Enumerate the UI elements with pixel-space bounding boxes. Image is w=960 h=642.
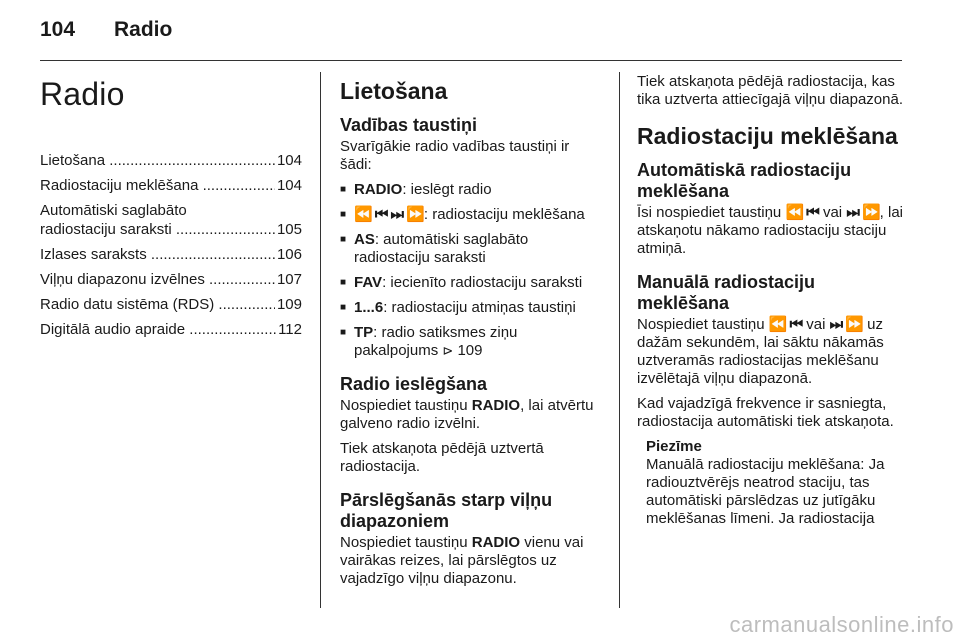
watermark: carmanualsonline.info — [729, 612, 954, 637]
square-bullet-icon: ■ — [340, 184, 347, 195]
list-item: ■ 1...6: radiostaciju atmiņas taustiņi — [340, 299, 576, 316]
note-title: Piezīme — [646, 438, 702, 455]
page-number: 104 — [40, 18, 76, 41]
note-box — [646, 438, 905, 528]
toc-item[interactable]: Viļņu diapazonu izvēlnes ..... 107 — [40, 270, 302, 289]
note-text: Manuālā radiostaciju meklēšana: Ja radiouztvērējs neatrod staciju, tas automātiski pārslēdzas uz jutīgāku meklēšanas līmeni. Ja radiostacija — [646, 456, 885, 527]
paragraph: Tiek atskaņota pēdējā uztvertā radiostacija. — [340, 440, 544, 475]
paragraph: Tiek atskaņota pēdējā radiostacija, kas tika uztverta attiecīgajā viļņu diapazonā. — [637, 73, 903, 108]
seek-back-icon: ⏪ ⏮ — [785, 204, 819, 221]
section-heading: Lietošana — [340, 78, 448, 104]
toc-item[interactable]: Automātiski saglabāto radiostaciju saraksti ..... 105 — [40, 201, 302, 239]
seek-controls-icon: ⏪ ⏮ ⏭ ⏩ — [354, 206, 424, 223]
square-bullet-icon: ■ — [340, 277, 347, 288]
square-bullet-icon: ■ — [340, 234, 347, 245]
square-bullet-icon: ■ — [340, 302, 347, 313]
subsection-title: Automātiskā radiostaciju meklēšana — [637, 160, 852, 201]
toc-item[interactable]: Radio datu sistēma (RDS) ..... 109 — [40, 295, 302, 314]
subsection-title: Manuālā radiostaciju meklēšana — [637, 272, 816, 313]
square-bullet-icon: ■ — [340, 327, 347, 338]
paragraph: Nospiediet taustiņu RADIO, lai atvērtu galveno radio izvēlni. — [340, 397, 594, 432]
page-reference-link[interactable]: 109 — [457, 342, 483, 359]
chapter-title: Radio — [40, 76, 125, 112]
seek-back-icon: ⏪ ⏮ — [768, 316, 803, 333]
paragraph: Svarīgākie radio vadības taustiņi ir šādi: — [340, 138, 570, 173]
list-item: ■ FAV: iecienīto radiostaciju saraksti — [340, 274, 583, 291]
list-item: ■ ⏪ ⏮ ⏭ ⏩: radiostaciju meklēšana — [340, 206, 585, 223]
content-column-2 — [340, 70, 602, 595]
toc-item[interactable]: Digitālā audio apraide ..... 112 — [40, 320, 302, 339]
subsection-title: Radio ieslēgšana — [340, 374, 488, 394]
header-section: Radio — [114, 18, 173, 41]
paragraph: Nospiediet taustiņu ⏪ ⏮ vai ⏭ ⏩ uz dažām sekundēm, lai sāktu nākamās uztveramās radiostacijas meklēšanu izvēlētajā viļņu diapazonā. — [637, 316, 884, 387]
paragraph: Kad vajadzīgā frekvence ir sasniegta, radiostacija automātiski tiek atskaņota. — [637, 395, 894, 430]
paragraph: Nospiediet taustiņu RADIO vienu vai vairākas reizes, lai pārslēgtos uz vajadzīgo viļņu diapazonu. — [340, 534, 584, 587]
list-item: ■ TP: radio satiksmes ziņu pakalpojums ⊳ 109 — [340, 324, 518, 359]
content-column-3 — [637, 73, 905, 535]
list-item: ■ RADIO: ieslēgt radio — [340, 181, 492, 198]
column-divider-2 — [619, 72, 620, 608]
seek-forward-icon: ⏭ ⏩ — [829, 316, 863, 333]
toc-column — [40, 70, 302, 345]
toc-item[interactable]: Lietošana ..... 104 — [40, 151, 302, 170]
header-rule — [40, 60, 902, 61]
page-header — [40, 18, 172, 42]
paragraph: Īsi nospiediet taustiņu ⏪ ⏮ vai ⏭ ⏩, lai atskaņotu nākamo radiostaciju staciju atmiņā. — [637, 204, 904, 257]
section-heading: Radiostaciju meklēšana — [637, 123, 898, 149]
subsection-title: Vadības taustiņi — [340, 115, 478, 135]
seek-forward-icon: ⏭ ⏩ — [846, 204, 880, 221]
column-divider-1 — [320, 72, 321, 608]
subsection-title: Pārslēgšanās starp viļņu diapazoniem — [340, 490, 553, 531]
square-bullet-icon: ■ — [340, 209, 347, 220]
list-item: ■ AS: automātiski saglabāto radiostaciju saraksti — [340, 231, 529, 266]
ref-arrow-icon: ⊳ — [442, 343, 454, 358]
toc-item[interactable]: Izlases saraksts ..... 106 — [40, 245, 302, 264]
toc-item[interactable]: Radiostaciju meklēšana ..... 104 — [40, 176, 302, 195]
